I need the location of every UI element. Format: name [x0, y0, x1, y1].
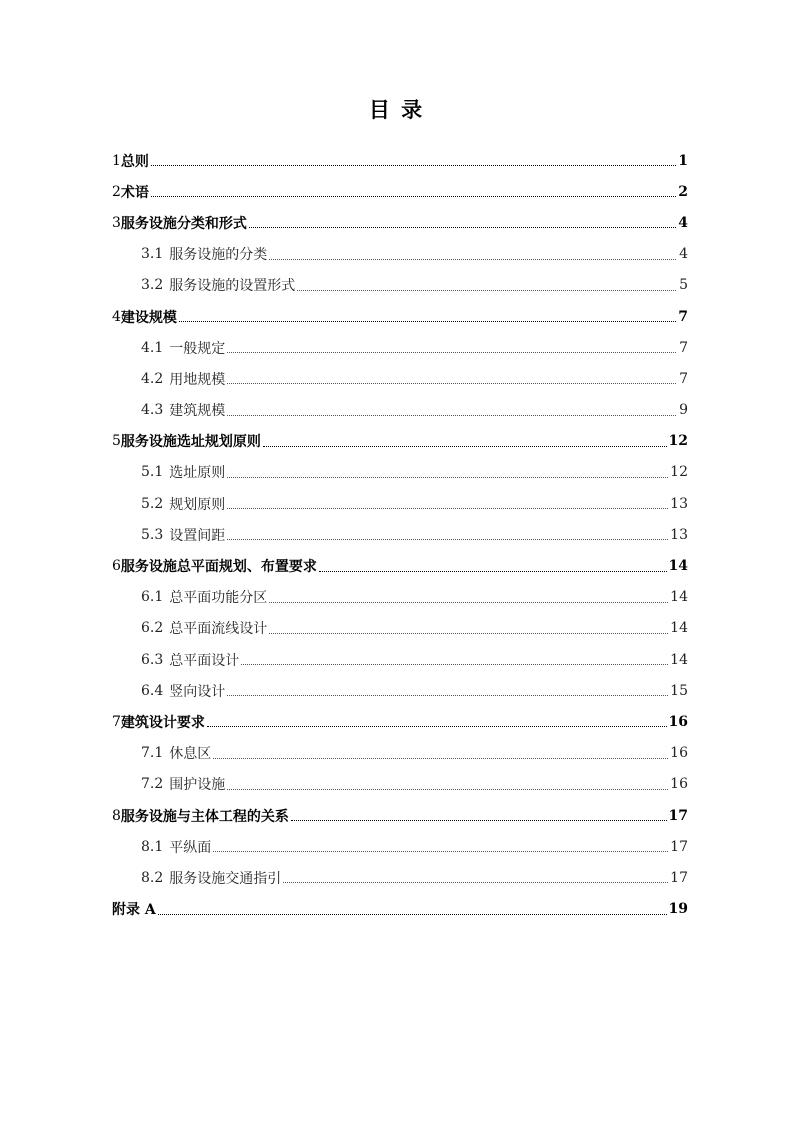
toc-entry-title: 建设规模	[120, 309, 177, 326]
toc-chapter-entry[interactable]	[112, 176, 688, 207]
toc-entry-number: 5.1	[141, 464, 164, 481]
toc-page-number: 17	[668, 807, 688, 824]
toc-page-number: 14	[670, 651, 688, 668]
toc-section-entry[interactable]	[112, 675, 688, 706]
dot-leader	[151, 165, 676, 166]
table-of-contents	[112, 145, 688, 925]
toc-page-number: 16	[670, 745, 688, 762]
toc-section-entry[interactable]	[112, 738, 688, 769]
toc-entry-title: 服务设施选址规划原则	[120, 434, 261, 451]
toc-entry-number: 6.3	[141, 651, 164, 668]
toc-section-entry[interactable]	[112, 488, 688, 519]
toc-entry-title: 服务设施分类和形式	[120, 215, 247, 232]
dot-leader	[151, 196, 676, 197]
toc-entry-number: 8.1	[141, 838, 164, 855]
toc-page-number: 16	[668, 713, 688, 730]
toc-entry-title: 休息区	[169, 746, 212, 763]
toc-page-number: 19	[668, 901, 688, 918]
toc-section-entry[interactable]	[112, 862, 688, 893]
toc-entry-number: 8.2	[141, 869, 164, 886]
toc-page-number: 12	[670, 464, 688, 481]
toc-entry-number: 3.1	[141, 246, 164, 263]
toc-section-entry[interactable]	[112, 769, 688, 800]
toc-section-entry[interactable]	[112, 582, 688, 613]
toc-entry-title: 建筑规模	[169, 403, 226, 420]
toc-section-entry[interactable]	[112, 644, 688, 675]
dot-leader	[227, 695, 668, 696]
toc-chapter-entry[interactable]	[112, 706, 688, 737]
toc-page-number: 14	[670, 589, 688, 606]
toc-page-number: 7	[679, 339, 688, 356]
toc-entry-number: 7	[112, 713, 121, 730]
toc-chapter-entry[interactable]	[112, 426, 688, 457]
dot-leader	[227, 477, 668, 478]
toc-entry-number: 6.4	[141, 682, 164, 699]
toc-section-entry[interactable]	[112, 831, 688, 862]
dot-leader	[269, 633, 668, 634]
toc-entry-number: 7.1	[141, 745, 164, 762]
dot-leader	[263, 446, 667, 447]
toc-entry-number: 5.3	[141, 526, 164, 543]
toc-section-entry[interactable]	[112, 363, 688, 394]
toc-chapter-entry[interactable]	[112, 207, 688, 238]
toc-section-entry[interactable]	[112, 457, 688, 488]
toc-entry-title: 一般规定	[169, 340, 226, 357]
toc-entry-title: 围护设施	[169, 777, 226, 794]
toc-page-number: 14	[670, 620, 688, 637]
toc-page-number: 5	[679, 277, 688, 294]
toc-entry-title: 规划原则	[169, 496, 226, 513]
toc-entry-number: 8	[112, 807, 121, 824]
dot-leader	[283, 882, 668, 883]
dot-leader	[213, 758, 668, 759]
toc-entry-number: 4	[112, 308, 121, 325]
toc-entry-number: 2	[112, 183, 121, 200]
toc-entry-title: 选址原则	[169, 465, 226, 482]
toc-entry-title: 术语	[120, 184, 149, 201]
toc-section-entry[interactable]	[112, 239, 688, 270]
toc-page-number: 14	[668, 558, 688, 575]
toc-page-number: 1	[678, 152, 688, 169]
toc-chapter-entry[interactable]	[112, 301, 688, 332]
toc-page-number: 4	[679, 246, 688, 263]
dot-leader	[227, 789, 668, 790]
toc-chapter-entry[interactable]	[112, 800, 688, 831]
toc-page-number: 4	[678, 214, 688, 231]
toc-entry-title: 服务设施的设置形式	[169, 278, 296, 295]
toc-entry-title: 平纵面	[169, 839, 212, 856]
toc-entry-title: 附录 A	[112, 902, 156, 919]
toc-entry-title: 总平面流线设计	[169, 621, 268, 638]
page-title: 目 录	[368, 97, 425, 122]
toc-section-entry[interactable]	[112, 395, 688, 426]
dot-leader	[213, 851, 668, 852]
dot-leader	[227, 383, 676, 384]
dot-leader	[158, 914, 667, 915]
toc-page-number: 16	[670, 776, 688, 793]
toc-page-number: 17	[670, 838, 688, 855]
toc-section-entry[interactable]	[112, 519, 688, 550]
toc-entry-title: 服务设施总平面规划、布置要求	[120, 559, 317, 576]
toc-entry-number: 6	[112, 558, 121, 575]
dot-leader	[227, 415, 676, 416]
dot-leader	[227, 352, 676, 353]
toc-entry-title: 服务设施的分类	[169, 247, 268, 264]
toc-page-number: 9	[679, 402, 688, 419]
toc-page-number: 13	[670, 495, 688, 512]
toc-entry-number: 3.2	[141, 277, 164, 294]
toc-section-entry[interactable]	[112, 332, 688, 363]
toc-chapter-entry[interactable]	[112, 145, 688, 176]
toc-entry-number: 6.2	[141, 620, 164, 637]
toc-chapter-entry[interactable]	[112, 894, 688, 925]
toc-entry-number: 1	[112, 152, 121, 169]
toc-page-number: 13	[670, 526, 688, 543]
toc-entry-number: 3	[112, 214, 121, 231]
toc-page-number: 7	[679, 370, 688, 387]
dot-leader	[291, 820, 667, 821]
toc-entry-number: 4.3	[141, 402, 164, 419]
dot-leader	[207, 726, 667, 727]
toc-entry-number: 7.2	[141, 776, 164, 793]
toc-page-number: 7	[678, 308, 688, 325]
dot-leader	[297, 290, 676, 291]
toc-entry-number: 4.2	[141, 370, 164, 387]
toc-entry-title: 总平面功能分区	[169, 590, 268, 607]
toc-entry-title: 服务设施交通指引	[169, 870, 282, 887]
toc-entry-title: 总平面设计	[169, 652, 240, 669]
toc-entry-number: 4.1	[141, 339, 164, 356]
toc-entry-title: 总则	[120, 153, 149, 170]
toc-section-entry[interactable]	[112, 613, 688, 644]
toc-entry-title: 用地规模	[169, 371, 226, 388]
dot-leader	[227, 508, 668, 509]
toc-page-number: 17	[670, 869, 688, 886]
toc-entry-title: 建筑设计要求	[120, 714, 205, 731]
toc-page-number: 2	[678, 183, 688, 200]
toc-entry-number: 6.1	[141, 589, 164, 606]
toc-entry-title: 竖向设计	[169, 683, 226, 700]
dot-leader	[241, 664, 668, 665]
toc-section-entry[interactable]	[112, 270, 688, 301]
toc-entry-title: 设置间距	[169, 527, 226, 544]
toc-entry-number: 5.2	[141, 495, 164, 512]
toc-entry-number: 5	[112, 433, 121, 450]
dot-leader	[269, 602, 668, 603]
dot-leader	[249, 227, 676, 228]
toc-chapter-entry[interactable]	[112, 550, 688, 581]
dot-leader	[319, 571, 667, 572]
dot-leader	[179, 321, 676, 322]
dot-leader	[269, 259, 676, 260]
toc-page-number: 12	[668, 433, 688, 450]
toc-page-number: 15	[670, 682, 688, 699]
toc-entry-title: 服务设施与主体工程的关系	[120, 808, 289, 825]
dot-leader	[227, 539, 668, 540]
